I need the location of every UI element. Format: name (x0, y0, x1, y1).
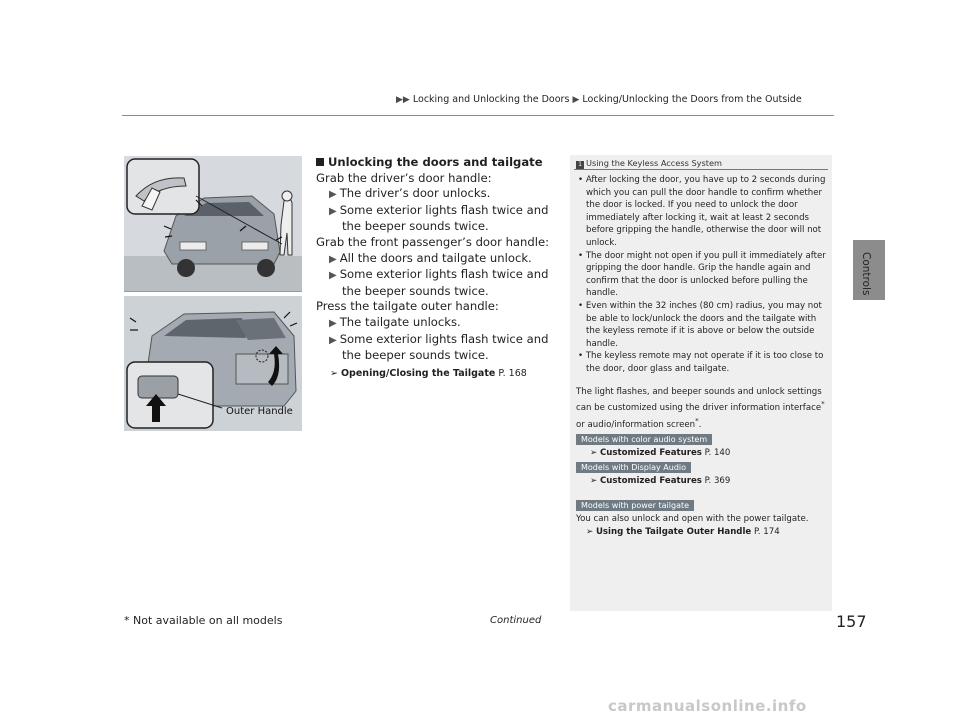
note-bullet: • The keyless remote may not operate if it is too close to the door, door glass and tailgate. (578, 351, 824, 374)
step-text: Press the tailgate outer handle: (316, 299, 499, 314)
breadcrumb-item[interactable]: Locking/Unlocking the Doors from the Outside (582, 94, 802, 105)
cross-reference-link[interactable]: ➢ Using the Tailgate Outer Handle P. 174 (586, 526, 780, 537)
cross-reference-link[interactable]: ➢ Customized Features P. 369 (590, 475, 731, 486)
model-badge: Models with color audio system (576, 434, 712, 445)
breadcrumb-arrow-icon: ▶▶ (396, 95, 410, 105)
result-arrow-icon: ▶ (329, 270, 337, 282)
result-item: ▶ The tailgate unlocks. (329, 314, 461, 329)
result-item: ▶ Some exterior lights flash twice and the beeper sounds twice. (329, 267, 549, 298)
section-heading: Unlocking the doors and tailgate (316, 155, 556, 171)
result-arrow-icon: ▶ (329, 317, 337, 329)
model-badge: Models with power tailgate (576, 500, 694, 511)
note-paragraph: You can also unlock and open with the power tailgate. (576, 513, 809, 524)
result-arrow-icon: ▶ (329, 205, 337, 217)
result-arrow-icon: ▶ (329, 253, 337, 265)
outer-handle-callout: Outer Handle (226, 406, 293, 417)
instructions-column (316, 155, 556, 381)
page-number: 157 (836, 612, 867, 631)
car-front-illustration (124, 156, 302, 291)
breadcrumb-item[interactable]: Locking and Unlocking the Doors (412, 94, 570, 105)
note-body (576, 174, 828, 538)
breadcrumb (396, 94, 802, 105)
header-divider (122, 115, 834, 116)
note-bullet: • The door might not open if you pull it immediately after gripping the door handle. Grip the handle again and confirm that the door is unlocked before pulling the handle. (578, 250, 826, 299)
result-item: ▶ Some exterior lights flash twice and the beeper sounds twice. (329, 202, 549, 234)
step-text: Grab the front passenger’s door handle: (316, 234, 549, 249)
note-bullet: • Even within the 32 inches (80 cm) radius, you may not be able to lock/unlock the doors and the tailgate with the keyless remote if it is above or below the outside handle. (578, 300, 822, 349)
info-icon: 1 (576, 161, 584, 169)
cross-reference-link[interactable]: ➢ Customized Features P. 140 (590, 447, 731, 458)
result-item: ▶ Some exterior lights flash twice and the beeper sounds twice. (329, 331, 549, 363)
note-title: 1 Using the Keyless Access System (576, 158, 722, 169)
continued-marker: Continued (490, 615, 542, 626)
note-divider (574, 169, 828, 170)
note-bullet: • After locking the door, you have up to 2 seconds during which you can pull the door handle to confirm whether the door is locked. If you need to unlock the door immediately after locking it, wait at least 2 seconds before gripping the handle, otherwise the door will not unlock. (578, 175, 826, 248)
result-item: ▶ All the doors and tailgate unlock. (329, 250, 532, 265)
square-bullet-icon (316, 158, 324, 166)
reference-icon: ➢ (330, 367, 341, 379)
cross-reference-link[interactable]: ➢ Opening/Closing the Tailgate P. 168 (330, 367, 527, 379)
watermark: carmanualsonline.info (608, 697, 807, 715)
breadcrumb-arrow-icon: ▶ (572, 95, 580, 105)
footnote: * Not available on all models (124, 614, 283, 627)
result-arrow-icon: ▶ (329, 334, 337, 346)
result-arrow-icon: ▶ (329, 189, 337, 201)
illustration-door-handle (124, 156, 302, 292)
note-paragraph: The light flashes, and beeper sounds and unlock settings can be customized using the driver information interface* or audio/information screen*. (576, 386, 825, 430)
model-badge: Models with Display Audio (576, 462, 691, 473)
result-item: ▶ The driver’s door unlocks. (329, 186, 491, 201)
section-tab-label: Controls (860, 252, 872, 296)
step-text: Grab the driver’s door handle: (316, 170, 492, 185)
